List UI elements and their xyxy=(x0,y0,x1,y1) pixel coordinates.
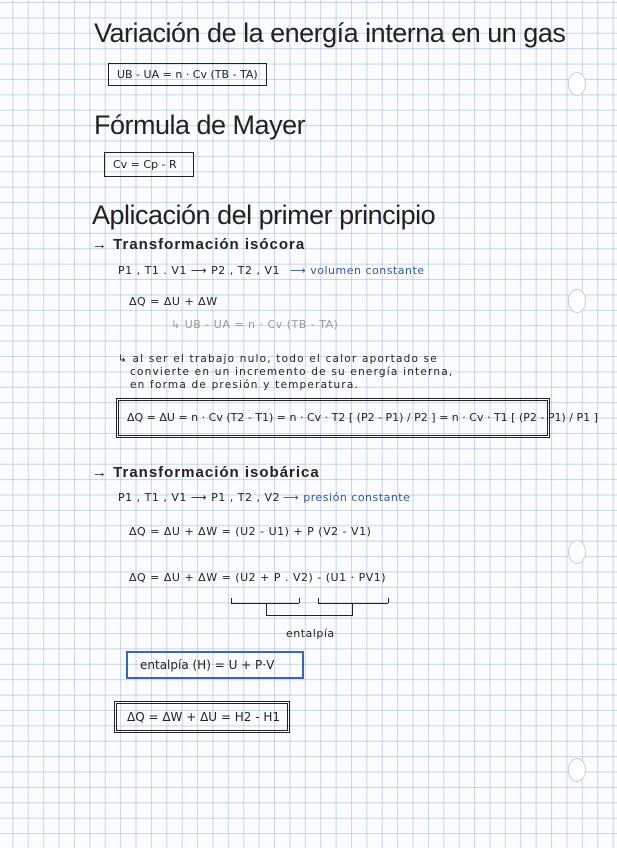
brace-join xyxy=(352,603,353,615)
title-first-principle: Aplicación del primer principio xyxy=(92,200,436,230)
brace-left xyxy=(231,603,299,604)
heading-isochoric: → Transformación isócora xyxy=(92,236,306,253)
enthalpy-definition-box: entalpía (H) = U + P·V xyxy=(126,651,304,679)
isochoric-note-1: ↳ al ser el trabajo nulo, todo el calor aportado se xyxy=(118,353,438,365)
isobaric-constant-pressure: ⟶ presión constante xyxy=(283,491,411,504)
binder-hole xyxy=(568,72,586,96)
isochoric-states: P1 , T1 . V1 ⟶ P2 , T2 , V1 xyxy=(118,264,280,277)
isochoric-eq1: ΔQ = ΔU + ΔW xyxy=(129,295,218,308)
formula-box-internal-energy: UB - UA = n · Cv (TB - TA) xyxy=(108,63,267,86)
binder-hole xyxy=(568,540,586,564)
formula-box-mayer: Cv = Cp - R xyxy=(104,152,194,177)
binder-hole xyxy=(568,758,586,782)
heading-isobaric: → Transformación isobárica xyxy=(92,464,320,481)
isobaric-states: P1 , T1 , V1 ⟶ P1 , T2 , V2 xyxy=(118,491,280,504)
binder-hole xyxy=(568,289,586,313)
brace-join xyxy=(266,603,267,615)
brace-right xyxy=(318,603,388,604)
isobaric-eq2: ΔQ = ΔU + ΔW = (U2 + P . V2) - (U1 · PV1) xyxy=(129,571,387,584)
isobaric-result-box: ΔQ = ΔW + ΔU = H2 - H1 xyxy=(114,701,290,733)
isochoric-note-3: en forma de presión y temperatura. xyxy=(130,379,360,391)
brace-right-tick xyxy=(318,598,319,603)
isochoric-result-box: ΔQ = ΔU = n · Cv (T2 - T1) = n · Cv · T2 [ (P2 - P1) / P2 ] = n · Cv · T1 [ (P2 - P1) / P1 ] xyxy=(116,398,550,438)
brace-left-tick xyxy=(299,598,300,603)
isobaric-eq1: ΔQ = ΔU + ΔW = (U2 - U1) + P (V2 - V1) xyxy=(129,525,372,538)
title-mayer: Fórmula de Mayer xyxy=(94,110,306,140)
isochoric-constant-volume: ⟶ volumen constante xyxy=(290,264,425,277)
isochoric-note-2: convierte en un incremento de su energía interna, xyxy=(130,366,454,378)
enthalpy-label: entalpía xyxy=(286,627,335,640)
title-internal-energy: Variación de la energía interna en un gas xyxy=(94,18,566,48)
brace-right-tick xyxy=(388,598,389,603)
brace-left-tick xyxy=(231,598,232,603)
isochoric-eq2: ↳ UB - UA = n · Cv (TB - TA) xyxy=(171,318,339,331)
brace-bottom xyxy=(266,615,353,616)
